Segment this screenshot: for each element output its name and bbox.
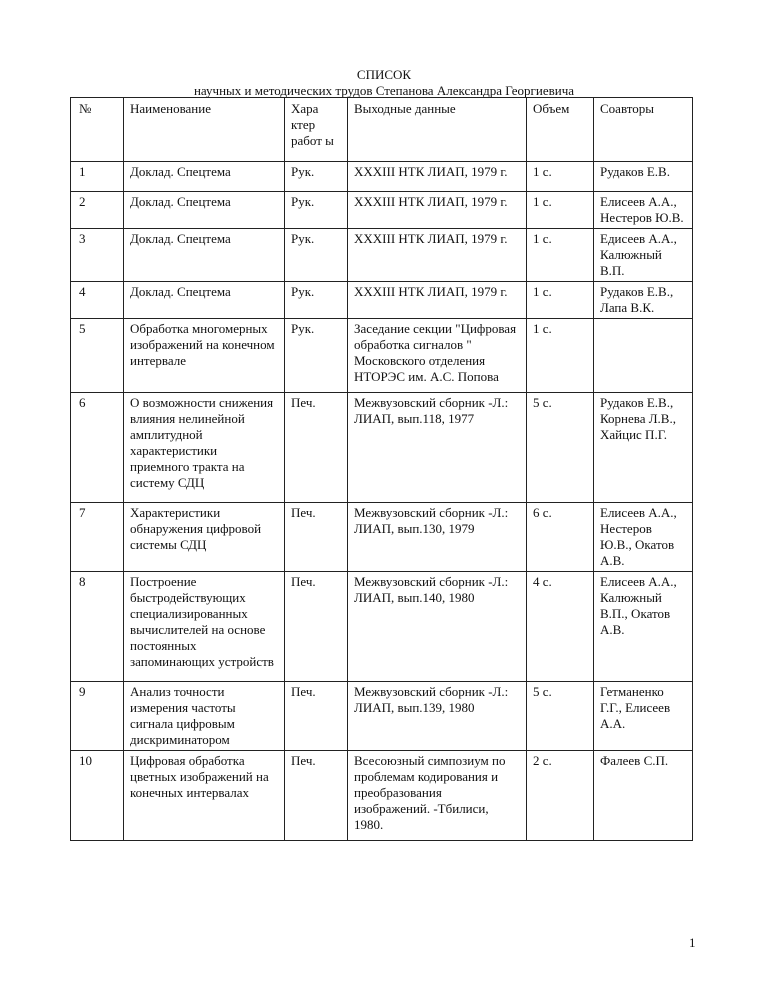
row-kind: Печ. — [285, 393, 348, 503]
row-output: Заседание секции "Цифровая обработка сигналов " Московского отделения НТОРЭС им. А.С. Попова — [348, 319, 527, 393]
row-coauthors: Рудаков Е.В. — [594, 162, 693, 192]
row-no: 7 — [71, 503, 124, 572]
row-no: 2 — [71, 192, 124, 229]
table-row — [71, 162, 693, 192]
row-kind: Печ. — [285, 682, 348, 751]
table-row — [71, 282, 693, 319]
row-no: 3 — [71, 229, 124, 282]
row-coauthors: Гетманенко Г.Г., Елисеев А.А. — [594, 682, 693, 751]
row-volume: 1 с. — [527, 229, 594, 282]
row-volume: 4 с. — [527, 572, 594, 682]
table-row — [71, 751, 693, 841]
row-name: Доклад. Спецтема — [124, 162, 285, 192]
row-output: Межвузовский сборник -Л.: ЛИАП, вып.140, 1980 — [348, 572, 527, 682]
row-name: Характеристики обнаружения цифровой системы СДЦ — [124, 503, 285, 572]
header-no: № — [71, 98, 124, 162]
row-output: XXXIII НТК ЛИАП, 1979 г. — [348, 162, 527, 192]
row-kind: Рук. — [285, 282, 348, 319]
list-title: СПИСОК — [356, 67, 412, 82]
row-kind: Печ. — [285, 503, 348, 572]
row-volume: 6 с. — [527, 503, 594, 572]
row-volume: 1 с. — [527, 319, 594, 393]
row-volume: 1 с. — [527, 162, 594, 192]
row-no: 9 — [71, 682, 124, 751]
table-header-row — [71, 98, 693, 162]
row-volume: 1 с. — [527, 282, 594, 319]
row-no: 4 — [71, 282, 124, 319]
row-coauthors: Елисеев А.А., Нестеров Ю.В. — [594, 192, 693, 229]
publications-table — [70, 97, 693, 841]
row-name: Доклад. Спецтема — [124, 229, 285, 282]
table-row — [71, 682, 693, 751]
table-row — [71, 572, 693, 682]
row-name: Доклад. Спецтема — [124, 192, 285, 229]
row-volume: 5 с. — [527, 682, 594, 751]
row-output: Межвузовский сборник -Л.: ЛИАП, вып.118, 1977 — [348, 393, 527, 503]
table-row — [71, 503, 693, 572]
row-output: Всесоюзный симпозиум по проблемам кодирования и преобразования изображений. -Тбилиси, 1980. — [348, 751, 527, 841]
row-no: 5 — [71, 319, 124, 393]
table-row — [71, 393, 693, 503]
row-kind: Рук. — [285, 162, 348, 192]
header-output: Выходные данные — [348, 98, 527, 162]
row-volume: 1 с. — [527, 192, 594, 229]
header-coauthors: Соавторы — [594, 98, 693, 162]
row-no: 1 — [71, 162, 124, 192]
row-name: Обработка многомерных изображений на конечном интервале — [124, 319, 285, 393]
row-name: Анализ точности измерения частоты сигнала цифровым дискриминатором — [124, 682, 285, 751]
row-kind: Печ. — [285, 751, 348, 841]
row-output: XXXIII НТК ЛИАП, 1979 г. — [348, 192, 527, 229]
row-coauthors: Елисеев А.А., Нестеров Ю.В., Окатов А.В. — [594, 503, 693, 572]
table-row — [71, 192, 693, 229]
list-subtitle: научных и методических трудов Степанова Александра Георгиевича — [193, 83, 575, 98]
row-kind: Рук. — [285, 319, 348, 393]
header-name: Наименование — [124, 98, 285, 162]
row-no: 8 — [71, 572, 124, 682]
row-name: О возможности снижения влияния нелинейной амплитудной характеристики приемного тракта на систему СДЦ — [124, 393, 285, 503]
row-kind: Рук. — [285, 192, 348, 229]
row-coauthors — [594, 319, 693, 393]
row-output: Межвузовский сборник -Л.: ЛИАП, вып.139, 1980 — [348, 682, 527, 751]
header-kind: Хара ктер работ ы — [285, 98, 348, 162]
row-name: Построение быстродействующих специализированных вычислителей на основе постоянных запоминающих устройств — [124, 572, 285, 682]
row-coauthors: Фалеев С.П. — [594, 751, 693, 841]
row-no: 6 — [71, 393, 124, 503]
row-volume: 2 с. — [527, 751, 594, 841]
row-name: Доклад. Спецтема — [124, 282, 285, 319]
row-coauthors: Едисеев А.А., Калюжный В.П. — [594, 229, 693, 282]
table-row — [71, 319, 693, 393]
row-kind: Рук. — [285, 229, 348, 282]
table-row — [71, 229, 693, 282]
row-volume: 5 с. — [527, 393, 594, 503]
row-name: Цифровая обработка цветных изображений на конечных интервалах — [124, 751, 285, 841]
header-volume: Объем — [527, 98, 594, 162]
page-number: 1 — [689, 935, 696, 950]
row-coauthors: Елисеев А.А., Калюжный В.П., Окатов А.В. — [594, 572, 693, 682]
row-output: XXXIII НТК ЛИАП, 1979 г. — [348, 282, 527, 319]
row-coauthors: Рудаков Е.В., Корнева Л.В., Хайцис П.Г. — [594, 393, 693, 503]
row-coauthors: Рудаков Е.В., Лапа В.К. — [594, 282, 693, 319]
row-output: Межвузовский сборник -Л.: ЛИАП, вып.130, 1979 — [348, 503, 527, 572]
row-output: XXXIII НТК ЛИАП, 1979 г. — [348, 229, 527, 282]
row-no: 10 — [71, 751, 124, 841]
row-kind: Печ. — [285, 572, 348, 682]
